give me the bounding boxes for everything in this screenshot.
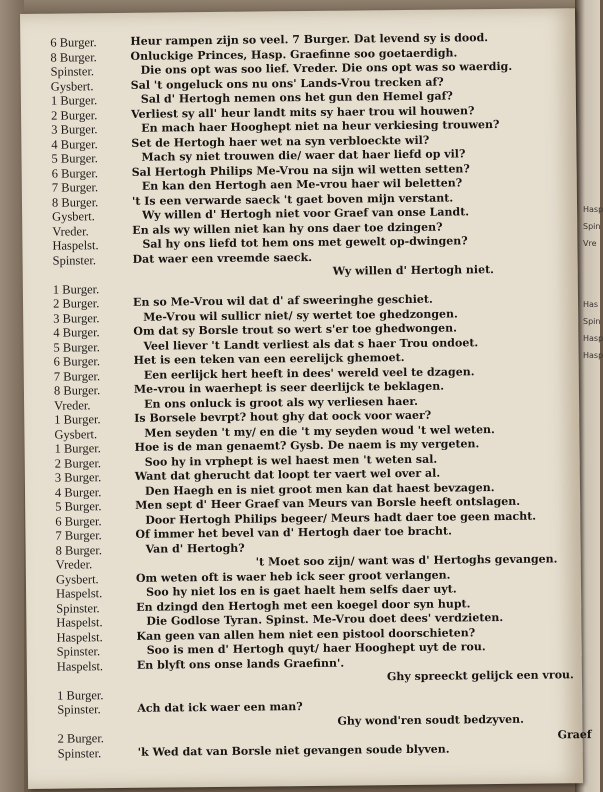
speech-text: Onluckige Princes, Hasp. Graefinne soo goetaerdigh.	[130, 45, 458, 63]
speech-text: Door Hertogh Philips begeer/ Meurs hadt daer toe geen macht.	[145, 509, 537, 527]
speech-text: Soo hy in vrphept is wel haest men 't weten sal.	[144, 452, 438, 469]
speech-text: Om dat sy Borsle trout so wert s'er toe ghedwongen.	[133, 321, 457, 338]
speech-text: En mach haer Hooghept niet na heur verkiesing trouwen?	[141, 117, 500, 135]
speech-text: Die Godlose Tyran. Spinst. Me-Vrou doet dees' verdzieten.	[146, 610, 504, 628]
speaker-name: Spinster.	[56, 600, 100, 616]
speaker-name: Vreder.	[54, 397, 91, 413]
speech-text: Kan geen van allen hem niet een pistool doorschieten?	[136, 625, 476, 643]
speaker-name: 5 Burger.	[53, 339, 100, 355]
speaker-name: Haspelst.	[56, 629, 103, 645]
speech-text: Ghy wond'ren soudt bedzyven.	[337, 712, 524, 728]
speech-text: Sal 't ongeluck ons nu ons' Lands-Vrou trecken af?	[130, 75, 444, 92]
speaker-name: Vreder.	[52, 223, 89, 239]
speaker-name: 6 Burger.	[50, 35, 97, 50]
speaker-name: 4 Burger.	[53, 325, 100, 340]
speaker-name: 3 Burger.	[53, 310, 100, 326]
speech-text: Me-vrou in waerhept is seer deerlijck te beklagen.	[133, 379, 445, 396]
speech-text: Het is een teken van een eerelijck ghemoet.	[133, 350, 405, 367]
speech-text: Wy willen d' Hertogh niet.	[332, 263, 495, 278]
speech-text: Veel liever 't Landt verliest als dat s haer Trou ondoet.	[143, 335, 479, 353]
speaker-name	[53, 267, 143, 268]
speaker-name: Haspelst.	[52, 238, 99, 253]
speaker-name: 1 Burger.	[50, 93, 98, 108]
speech-text: Sal Hertogh Philips Me-Vrou na sijn wil wetten setten?	[131, 161, 470, 179]
speaker-name: 8 Burger.	[51, 194, 99, 210]
speaker-name: 7 Burger.	[55, 528, 102, 543]
speech-text: Set de Hertogh haer wet na syn verbloeckte wil?	[131, 133, 430, 150]
speaker-name: Spinster.	[56, 644, 101, 659]
speaker-name: 5 Burger.	[51, 151, 98, 166]
facing-page-text: Hasp	[583, 351, 603, 360]
speech-text: 'k Wed dat van Borsle niet gevangen soude blyven.	[137, 742, 450, 759]
speaker-name	[57, 673, 147, 674]
speaker-name: 6 Burger.	[55, 513, 102, 529]
speech-text: Om weten oft is waer heb ick seer groot verlangen.	[135, 568, 451, 585]
speech-text: Heur rampen zijn so veel. 7 Burger. Dat levend sy is dood.	[130, 31, 489, 48]
speech-text: Hoe is de man genaemt? Gysb. De naem is my vergeten.	[134, 437, 480, 454]
speaker-name: Spinster.	[57, 702, 101, 717]
speaker-name: 3 Burger.	[51, 122, 98, 137]
speech-text: Me-Vrou wil sullicr niet/ sy wertet toe ghedzongen.	[143, 306, 458, 324]
speaker-name: 8 Burger.	[53, 383, 101, 398]
speech-text: Want dat gherucht dat loopt ter vaert wel over al.	[134, 466, 441, 483]
facing-page-text: Hasp	[583, 334, 603, 343]
speaker-name: Gysbert.	[50, 78, 94, 94]
speaker-name: Spinster.	[52, 252, 97, 268]
speech-text: 't Is een verwarde saeck 't gaet boven mijn verstant.	[131, 190, 454, 208]
speaker-name: 6 Burger.	[51, 165, 99, 181]
speaker-name: Spinster.	[57, 745, 102, 761]
speech-text: Soo hy niet los en is gaet haelt hem selfs daer uyt.	[145, 582, 457, 599]
speech-text: Mach sy niet trouwen die/ waer dat haer liefd op vil?	[141, 147, 466, 164]
speech-text: Verliest sy all' heur landt mits sy haer trou wil houwen?	[130, 103, 475, 121]
speech-text: Sal d' Hertogh nemen ons het gun den Hemel gaf?	[140, 89, 453, 106]
speaker-name: Haspelst.	[56, 615, 103, 630]
speaker-name: 1 Burger.	[54, 412, 101, 427]
speech-text: Dat waer een vreemde saeck.	[132, 250, 313, 266]
speaker-name: 1 Burger.	[52, 281, 100, 297]
speech-text: Men sept d' Heer Graef van Meurs van Borsle heeft ontslagen.	[135, 494, 521, 512]
speech-text: Soo is men d' Hertogh quyt/ haer Hooghept uyt de rou.	[146, 640, 486, 657]
speaker-name: Spinster.	[50, 64, 95, 79]
speaker-name: 2 Burger.	[57, 731, 104, 746]
speaker-name: 1 Burger.	[54, 441, 101, 456]
speaker-name: Gysbert.	[55, 571, 99, 587]
speech-text: En blyft ons onse lands Graefinn'.	[136, 656, 345, 672]
speech-text: En kan den Hertogh aen Me-vrou haer wil beletten?	[141, 176, 463, 193]
speech-text: En so Me-Vrou wil dat d' af sweeringhe geschiet.	[132, 292, 433, 309]
speech-text: Sal hy ons liefd tot hem ons met gewelt op-dwingen?	[142, 234, 468, 251]
facing-page-text: Vre	[583, 239, 597, 248]
speaker-name: 2 Burger.	[50, 107, 98, 123]
speech-text: Den Haegh en is niet groot men kan dat haest bevzagen.	[144, 480, 495, 498]
speaker-name: 4 Burger.	[54, 484, 102, 500]
facing-page-text: Has	[583, 300, 599, 309]
speaker-name: 2 Burger.	[52, 296, 100, 311]
speaker-name: 8 Burger.	[55, 542, 102, 558]
speaker-name: Haspelst.	[55, 586, 103, 601]
speaker-name: 7 Burger.	[53, 368, 101, 384]
facing-page-text: Spin	[583, 317, 601, 326]
facing-page-text: Spin	[583, 222, 601, 231]
speech-text: En als wy willen niet kan hy ons daer toe dzingen?	[132, 220, 443, 237]
speaker-name	[57, 716, 147, 717]
speech-text: Is Borsele bevrpt? hout ghy dat oock voor waer?	[134, 408, 432, 425]
speech-text: Ghy spreeckt gelijck een vrou.	[386, 668, 574, 684]
speaker-name: Vreder.	[55, 557, 93, 572]
speaker-name: 8 Burger.	[50, 49, 97, 65]
book-page	[20, 8, 592, 789]
speaker-name: Gysbert.	[52, 209, 95, 224]
speaker-name: 5 Burger.	[55, 499, 102, 514]
speech-text: Of immer het bevel van d' Hertogh daer toe bracht.	[135, 524, 453, 541]
speaker-name: 1 Burger.	[57, 687, 104, 703]
speech-text: En dzingd den Hertogh met een koegel door syn hupt.	[136, 596, 471, 614]
speech-text: Ach dat ick waer een man?	[137, 700, 303, 715]
speaker-name: Haspelst.	[56, 658, 104, 674]
speaker-name: 3 Burger.	[54, 470, 102, 485]
catchword: Graef	[557, 728, 592, 742]
speaker-name: 4 Burger.	[51, 136, 98, 152]
speech-text: Een eerlijck hert heeft in dees' wereld veel te dzagen.	[143, 364, 475, 382]
speaker-name: 6 Burger.	[53, 354, 101, 369]
speaker-name: 7 Burger.	[51, 180, 99, 195]
speech-text: Die ons opt was soo lief. Vreder. Die ons opt was so waerdig.	[140, 59, 513, 77]
speech-text: Van d' Hertogh?	[145, 541, 245, 556]
speaker-name: Gysbert.	[54, 426, 98, 442]
speech-text: 't Moet soo zijn/ want was d' Hertoghs gevangen.	[255, 552, 558, 569]
speech-text: Men seyden 't my/ en die 't my seyden woud 't wel weten.	[144, 422, 495, 440]
speech-text: En ons onluck is groot als wy verliesen haer.	[144, 394, 418, 411]
speech-text: Wy willen d' Hertogh niet voor Graef van onse Landt.	[142, 205, 470, 222]
facing-page-text: Hasp	[583, 205, 603, 214]
speaker-name: 2 Burger.	[54, 455, 102, 471]
